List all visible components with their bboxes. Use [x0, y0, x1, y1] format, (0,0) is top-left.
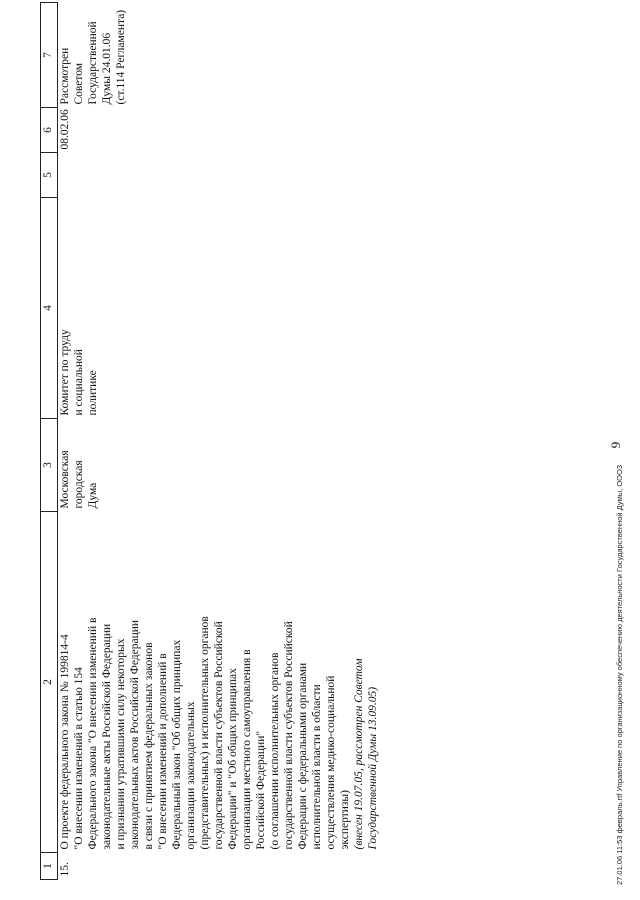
committee-line: политике — [87, 370, 99, 416]
description-italic-line: (внесен 19.07.05, рассмотрен Советом — [353, 658, 365, 850]
description-line: (о соглашении исполнительных органов — [269, 652, 281, 850]
note-line: (ст.114 Регламента) — [115, 9, 127, 105]
page-number: 9 — [608, 441, 623, 449]
initiator-line: Дума — [87, 482, 99, 509]
description-line: Российской Федерации" — [255, 730, 267, 850]
description-line: (представительных) и исполнительных органов — [199, 616, 211, 850]
description-line: "О внесении изменений в статью 154 — [73, 667, 85, 850]
committee-line: и социальной — [73, 349, 85, 416]
description-line: Федеральный закон "Об общих принципах — [171, 639, 183, 850]
description-line: законодательных актов Российской Федерации — [129, 619, 141, 850]
header-col-2: 2 — [41, 512, 58, 853]
header-col-3: 3 — [41, 419, 58, 512]
description-line: "О внесении изменений и дополнений в — [157, 653, 169, 850]
description-line: экспертизы) — [339, 790, 351, 850]
description-line: в связи с принятием федеральных законов — [143, 642, 155, 850]
description-italic-line: Государственной Думы 13.09.05) — [367, 686, 379, 850]
description-line: осуществления медико-социальной — [325, 675, 337, 850]
row-note — [58, 3, 381, 108]
table-header-row — [41, 3, 58, 880]
description-line: Федерального закона "О внесении изменений в — [87, 617, 99, 850]
description-line: Федерации с федеральными органами — [297, 662, 309, 850]
row-description — [58, 512, 381, 853]
note-line: Рассмотрен Советом — [59, 47, 85, 105]
description-line: и признании утратившими силу некоторых — [115, 638, 127, 850]
description-line: Федерации" и "Об общих принципах — [227, 668, 239, 850]
description-line: исполнительной власти в области — [311, 684, 323, 850]
note-line: Государственной — [87, 21, 99, 105]
header-col-6: 6 — [41, 108, 58, 153]
description-line: государственной власти субъектов Российской — [283, 621, 295, 850]
footer-text: 27.01.06 11:53 февраль.rtf Управление по организационному обеспечению деятельности Государственной Думы, ООО3 — [615, 465, 624, 885]
row-col5 — [58, 153, 381, 198]
note-line: Думы 24.01.06 — [101, 32, 113, 105]
table-row — [58, 3, 381, 880]
row-date: 08.02.06 — [59, 109, 71, 150]
row-number: 15. — [59, 862, 71, 877]
description-line: законодательные акты Российской Федерации — [101, 623, 113, 850]
committee-line: Комитет по труду — [59, 329, 71, 416]
description-line: государственной власти субъектов Российской — [213, 621, 225, 850]
description-line: организации законодательных — [185, 701, 197, 850]
description-line: организации местного самоуправления в — [241, 649, 253, 850]
header-col-1: 1 — [41, 853, 58, 880]
header-col-4: 4 — [41, 198, 58, 419]
header-col-7: 7 — [41, 3, 58, 108]
header-col-5: 5 — [41, 153, 58, 198]
row-initiator — [58, 419, 381, 512]
row-committee — [58, 198, 381, 419]
agenda-table — [40, 2, 380, 880]
description-line: О проекте федерального закона № 199814-4 — [59, 634, 71, 850]
initiator-line: Московская городская — [59, 450, 85, 509]
